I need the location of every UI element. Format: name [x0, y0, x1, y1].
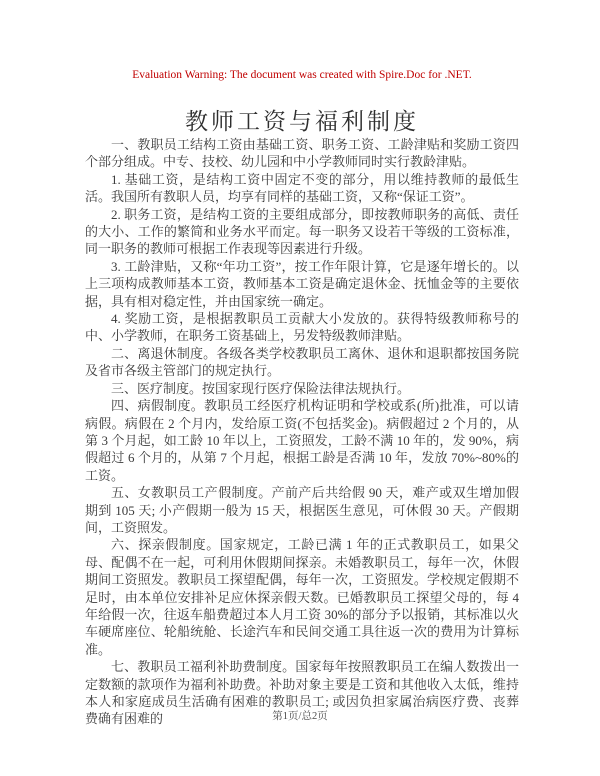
- paragraph: 4. 奖励工资，是根据教职员工贡献大小发放的。获得特级教师称号的中、小学教师，在职务工资基础上，另发特级教师津贴。: [85, 311, 519, 344]
- document-title: 教师工资与福利制度: [185, 109, 419, 135]
- paragraph: 二、离退休制度。各级各类学校教职员工离休、退休和退职都按国务院及省市各级主管部门的规定执行。: [85, 345, 519, 379]
- paragraph: 三、医疗制度。按国家现行医疗保险法律法规执行。: [111, 380, 411, 396]
- paragraph: 七、教职员工福利补助费制度。国家每年按照教职员工在编人数拨出一定数额的款项作为福利补助费。补助对象主要是工资和其他收入太低，维持本人和家庭成员生活确有困难的教职员工; 或因负担家属治病医疗费、丧葬费确有困难的: [85, 659, 519, 727]
- document-body: [85, 136, 519, 728]
- page-number-footer: 第1页/总2页: [272, 711, 328, 722]
- paragraph: 四、病假制度。教职员工经医疗机构证明和学校或系(所)批准，可以请病假。病假在 2 个月内，发给原工资(不包括奖金)。病假超过 2 个月的，从第 3 个月起，如工龄 10 年以上，工资照发，工龄不满 10 年的，发 90%，病假超过 6 个月的，从第 7 个月起，根据工龄是否满 10 年，发放 70%~80%的工资。: [85, 398, 519, 483]
- paragraph: 六、探亲假制度。国家规定，工龄已满 1 年的正式教职员工，如果父母、配偶不在一起，可利用休假期间探亲。未婚教职员工，每年一次，休假期间工资照发。教职员工探望配偶，每年一次，工资照发。学校规定假期不足时，由本单位安排补足应休探亲假天数。已婚教职员工探望父母的，每 4 年给假一次，往返车船费超过本人月工资 30%的部分予以报销，其标准以火车硬席座位、轮船统舱、长途汽车和民间交通工具往返一次的费用为计算标准。: [85, 537, 519, 657]
- paragraph: 2. 职务工资，是结构工资的主要组成部分，即按教师职务的高低、责任的大小、工作的繁简和业务水平而定。每一职务又设若干等级的工资标准，同一职务的教师可根据工作表现等因素进行升级。: [85, 206, 519, 257]
- paragraph: 1. 基础工资，是结构工资中固定不变的部分，用以维持教师的最低生活。我国所有教职人员，均享有同样的基础工资，又称“保证工资”。: [85, 171, 519, 205]
- evaluation-warning-text: Evaluation Warning: The document was created with Spire.Doc for .NET.: [132, 69, 472, 81]
- paragraph: 五、女教职员工产假制度。产前产后共给假 90 天，难产或双生增加假期到 105 天; 小产假期一般为 15 天，根据医生意见，可休假 30 天。产假期间，工资照发。: [85, 485, 519, 535]
- paragraph: 一、教职员工结构工资由基础工资、职务工资、工龄津贴和奖励工资四个部分组成。中专、技校、幼儿园和中小学教师同时实行教龄津贴。: [85, 137, 519, 170]
- paragraph: 3. 工龄津贴，又称“年功工资”，按工作年限计算，它是逐年增长的。以上三项构成教师基本工资，教师基本工资是确定退休金、抚恤金等的主要依据，具有相对稳定性，并由国家统一确定。: [85, 258, 519, 309]
